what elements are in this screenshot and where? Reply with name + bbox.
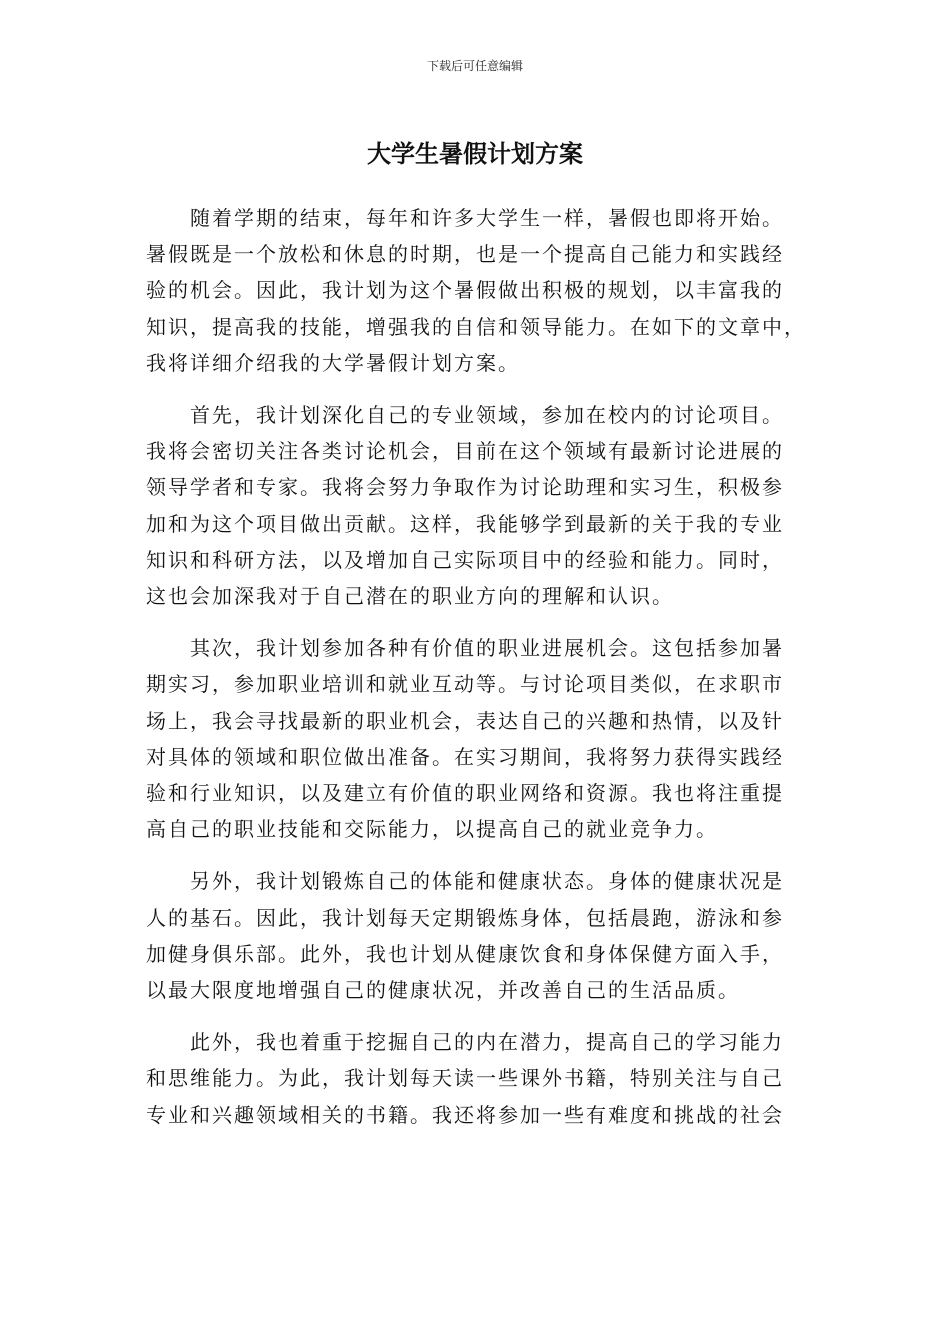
paragraph-1	[146, 200, 808, 381]
paragraph-line: 首先，我计划深化自己的专业领域，参加在校内的讨论项目。	[190, 403, 784, 428]
paragraph-line: 其次，我计划参加各种有价值的职业进展机会。这包括参加暑	[190, 636, 784, 661]
paragraph-line: 加健身俱乐部。此外，我也计划从健康饮食和身体保健方面入手，	[146, 941, 784, 966]
paragraph-4	[146, 863, 808, 1008]
paragraph-line: 暑假既是一个放松和休息的时期，也是一个提高自己能力和实践经	[146, 242, 784, 267]
paragraph-line: 人的基石。因此，我计划每天定期锻炼身体，包括晨跑，游泳和参	[146, 905, 784, 930]
paragraph-line: 这也会加深我对于自己潜在的职业方向的理解和认识。	[146, 584, 674, 609]
paragraph-line: 期实习，参加职业培训和就业互动等。与讨论项目类似，在求职市	[146, 672, 784, 697]
paragraph-line: 领导学者和专家。我将会努力争取作为讨论助理和实习生，积极参	[146, 475, 784, 500]
document-body	[146, 200, 808, 1149]
paragraph-line: 此外，我也着重于挖掘自己的内在潜力，提高自己的学习能力	[190, 1030, 784, 1055]
paragraph-line: 加和为这个项目做出贡献。这样，我能够学到最新的关于我的专业	[146, 511, 784, 536]
paragraph-2	[146, 397, 808, 614]
paragraph-line: 知识，提高我的技能，增强我的自信和领导能力。在如下的文章中，	[146, 314, 806, 339]
paragraph-3	[146, 630, 808, 847]
document-title: 大学生暑假计划方案	[367, 140, 583, 168]
paragraph-line: 知识和科研方法，以及增加自己实际项目中的经验和能力。同时，	[146, 547, 784, 572]
paragraph-line: 我将详细介绍我的大学暑假计划方案。	[146, 350, 520, 375]
paragraph-line: 验和行业知识，以及建立有价值的职业网络和资源。我也将注重提	[146, 781, 784, 806]
paragraph-line: 高自己的职业技能和交际能力，以提高自己的就业竞争力。	[146, 817, 718, 842]
paragraph-line: 另外，我计划锻炼自己的体能和健康状态。身体的健康状况是	[190, 869, 784, 894]
paragraph-line: 专业和兴趣领域相关的书籍。我还将参加一些有难度和挑战的社会	[146, 1102, 784, 1127]
paragraph-line: 场上，我会寻找最新的职业机会，表达自己的兴趣和热情，以及针	[146, 708, 784, 733]
paragraph-line: 我将会密切关注各类讨论机会，目前在这个领域有最新讨论进展的	[146, 439, 784, 464]
paragraph-line: 对具体的领域和职位做出准备。在实习期间，我将努力获得实践经	[146, 744, 784, 769]
header-note: 下载后可任意编辑	[426, 59, 523, 73]
paragraph-line: 和思维能力。为此，我计划每天读一些课外书籍，特别关注与自己	[146, 1066, 784, 1091]
paragraph-line: 以最大限度地增强自己的健康状况，并改善自己的生活品质。	[146, 978, 740, 1003]
paragraph-line: 验的机会。因此，我计划为这个暑假做出积极的规划，以丰富我的	[146, 278, 784, 303]
paragraph-5	[146, 1024, 808, 1133]
paragraph-line: 随着学期的结束，每年和许多大学生一样，暑假也即将开始。	[190, 206, 784, 230]
